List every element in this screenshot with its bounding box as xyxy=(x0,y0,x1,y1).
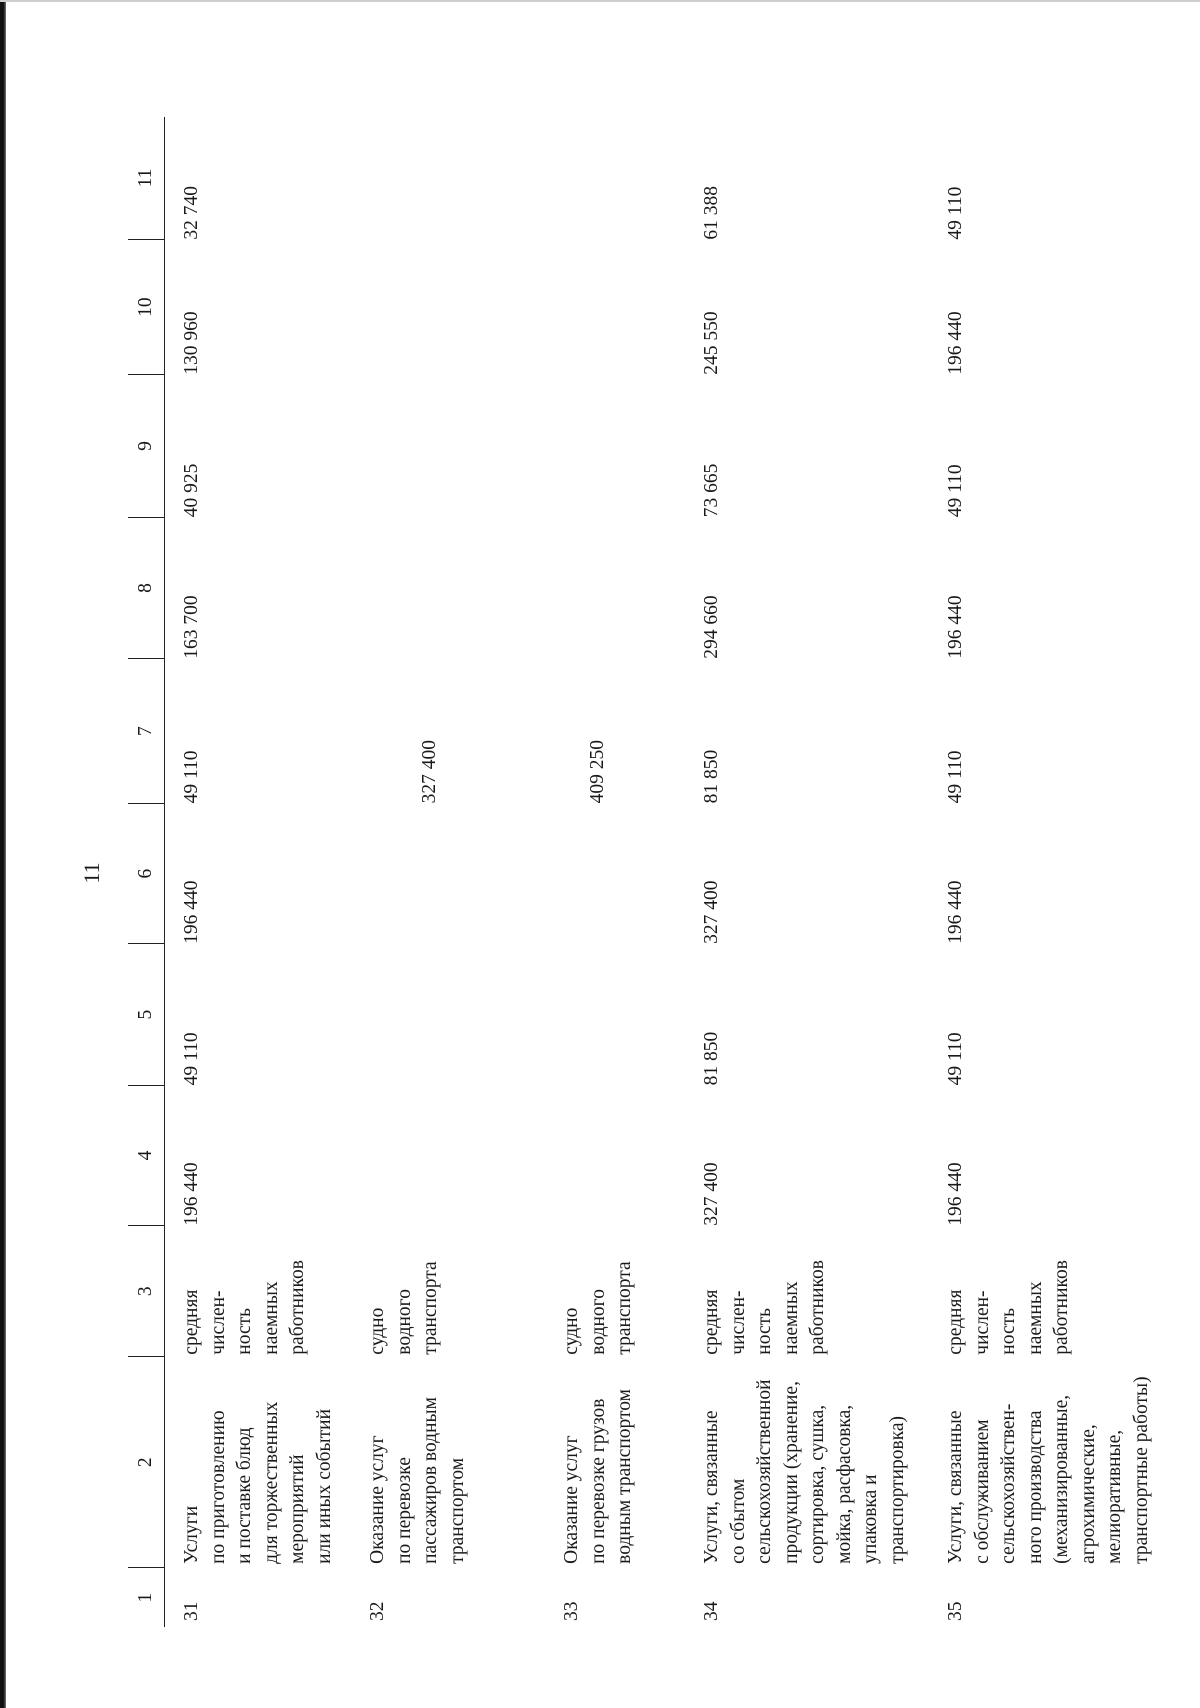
value-col-11: 49 110 xyxy=(945,186,966,240)
unit-line: работников xyxy=(807,1260,828,1355)
value-col-4: 196 440 xyxy=(945,1162,966,1226)
value-col-4 xyxy=(351,1085,545,1225)
unit-line: наемных xyxy=(1024,1281,1046,1355)
service-name-line: агрохимические, xyxy=(1077,1424,1099,1564)
column-header-9: 9 xyxy=(128,375,165,518)
column-header-5: 5 xyxy=(128,944,165,1085)
value-col-4: 196 440 xyxy=(181,1162,202,1226)
value-col-11 xyxy=(351,117,545,240)
unit-line: работников xyxy=(287,1260,308,1355)
service-name-line: пассажиров водным xyxy=(420,1397,441,1564)
table-row xyxy=(165,117,352,1627)
column-header-8: 8 xyxy=(128,517,165,658)
value-col-5: 49 110 xyxy=(181,1032,202,1086)
column-header-10: 10 xyxy=(128,240,165,375)
service-name-line: Услуги, связанные xyxy=(945,1410,966,1564)
value-col-8 xyxy=(545,517,685,658)
service-name-line: по приготовлению xyxy=(207,1410,229,1564)
value-col-9 xyxy=(351,375,545,518)
service-name-line: транспортные работы) xyxy=(1130,1376,1152,1564)
value-col-7: 409 250 xyxy=(587,740,608,804)
service-name-line: Оказание услуг xyxy=(561,1435,582,1564)
value-col-8: 294 660 xyxy=(701,595,722,659)
service-name-line: сельскохозяйственной xyxy=(754,1379,775,1564)
value-col-7: 49 110 xyxy=(181,750,202,804)
service-name-line: для торжественных xyxy=(260,1401,282,1564)
service-name-line: Услуги xyxy=(181,1505,202,1564)
service-name-line: ного производства xyxy=(1024,1410,1046,1564)
column-header-11: 11 xyxy=(128,117,165,240)
value-col-8: 196 440 xyxy=(945,595,966,659)
unit-line: транспорта xyxy=(420,1261,441,1355)
service-name-line: транспортом xyxy=(446,1457,468,1564)
row-number: 35 xyxy=(945,1601,966,1621)
value-col-6 xyxy=(545,803,685,943)
unit-line: ность xyxy=(754,1307,775,1355)
table-row xyxy=(685,117,929,1627)
service-name-line: мероприятий xyxy=(287,1454,308,1564)
unit-line: судно xyxy=(561,1307,582,1355)
value-col-4: 327 400 xyxy=(701,1162,722,1226)
unit-line: средняя xyxy=(181,1289,202,1355)
service-name xyxy=(351,1357,545,1568)
service-name-line: мойка, расфасовка, xyxy=(833,1404,855,1564)
column-header-7: 7 xyxy=(128,659,165,804)
service-name-line: и поставке блюд xyxy=(234,1427,255,1564)
column-header-2: 2 xyxy=(128,1357,165,1568)
service-name-line: мелиоративные, xyxy=(1104,1429,1125,1564)
value-col-5 xyxy=(351,944,545,1085)
unit-line: наемных xyxy=(780,1281,802,1355)
unit-line: средняя xyxy=(701,1289,722,1355)
unit-line: ность xyxy=(998,1307,1019,1355)
column-header-3: 3 xyxy=(128,1226,165,1357)
value-col-8 xyxy=(351,517,545,658)
services-table xyxy=(128,117,1200,1627)
value-col-10 xyxy=(545,240,685,375)
unit-of-measure xyxy=(929,1226,1200,1357)
value-col-8: 163 700 xyxy=(181,595,202,659)
table-row xyxy=(351,117,545,1627)
service-name xyxy=(929,1357,1200,1568)
unit-line: транспорта xyxy=(614,1261,635,1355)
unit-line: водного xyxy=(587,1289,609,1355)
row-number: 31 xyxy=(181,1601,202,1621)
unit-of-measure xyxy=(685,1226,929,1357)
value-col-10 xyxy=(351,240,545,375)
service-name-line: сельскохозяйствен- xyxy=(998,1403,1019,1564)
page-number: 11 xyxy=(79,862,104,884)
unit-of-measure xyxy=(165,1226,352,1357)
value-col-5: 49 110 xyxy=(945,1032,966,1086)
service-name-line: с обслуживанием xyxy=(971,1419,993,1564)
table-row xyxy=(929,117,1200,1627)
unit-line: числен- xyxy=(727,1290,749,1355)
value-col-4 xyxy=(545,1085,685,1225)
value-col-9: 49 110 xyxy=(945,464,966,518)
unit-line: работников xyxy=(1051,1260,1072,1355)
service-name-line: сортировка, сушка, xyxy=(807,1404,828,1564)
row-number: 32 xyxy=(367,1601,388,1621)
unit-of-measure xyxy=(545,1226,685,1357)
service-name-line: упаковка и xyxy=(860,1474,881,1564)
value-col-9: 73 665 xyxy=(701,463,722,518)
column-header-4: 4 xyxy=(128,1085,165,1225)
unit-line: ность xyxy=(234,1307,255,1355)
value-col-7: 81 850 xyxy=(701,749,722,804)
service-name-line: (механизированные, xyxy=(1051,1394,1072,1564)
value-col-11 xyxy=(545,117,685,240)
value-col-5: 81 850 xyxy=(701,1031,722,1086)
value-col-7: 327 400 xyxy=(419,740,440,804)
unit-of-measure xyxy=(351,1226,545,1357)
unit-line: числен- xyxy=(971,1290,993,1355)
service-name-line: со сбытом xyxy=(727,1478,749,1564)
service-name-line: продукции (хранение, xyxy=(780,1381,802,1564)
column-header-1: 1 xyxy=(128,1568,165,1627)
service-name xyxy=(685,1357,929,1568)
service-name-line: Услуги, связанные xyxy=(701,1410,722,1564)
value-col-7: 49 110 xyxy=(945,750,966,804)
service-name xyxy=(545,1357,685,1568)
unit-line: судно xyxy=(367,1307,388,1355)
value-col-6: 196 440 xyxy=(945,880,966,944)
value-col-10: 196 440 xyxy=(945,311,966,375)
service-name-line: по перевозке грузов xyxy=(587,1398,609,1564)
value-col-11: 61 388 xyxy=(701,185,722,240)
service-name-line: транспортировка) xyxy=(886,1415,908,1564)
table-row xyxy=(545,117,685,1627)
value-col-9 xyxy=(545,375,685,518)
value-col-5 xyxy=(545,944,685,1085)
value-col-6 xyxy=(351,803,545,943)
unit-line: числен- xyxy=(207,1290,229,1355)
value-col-6: 327 400 xyxy=(701,880,722,944)
service-name-line: по перевозке xyxy=(393,1457,415,1564)
column-header-6: 6 xyxy=(128,803,165,943)
value-col-9: 40 925 xyxy=(181,463,202,518)
column-number-header-row xyxy=(128,117,165,1627)
unit-line: средняя xyxy=(945,1289,966,1355)
row-number: 34 xyxy=(701,1601,722,1621)
value-col-10: 130 960 xyxy=(181,311,202,375)
row-number: 33 xyxy=(561,1601,582,1621)
unit-line: наемных xyxy=(260,1281,282,1355)
service-name-line: Оказание услуг xyxy=(367,1435,388,1564)
value-col-6: 196 440 xyxy=(181,880,202,944)
service-name-line: или иных событий xyxy=(313,1408,335,1564)
service-name xyxy=(165,1357,352,1568)
unit-line: водного xyxy=(393,1289,415,1355)
value-col-10: 245 550 xyxy=(701,311,722,375)
value-col-11: 32 740 xyxy=(181,185,202,240)
service-name-line: водным транспортом xyxy=(614,1389,635,1564)
